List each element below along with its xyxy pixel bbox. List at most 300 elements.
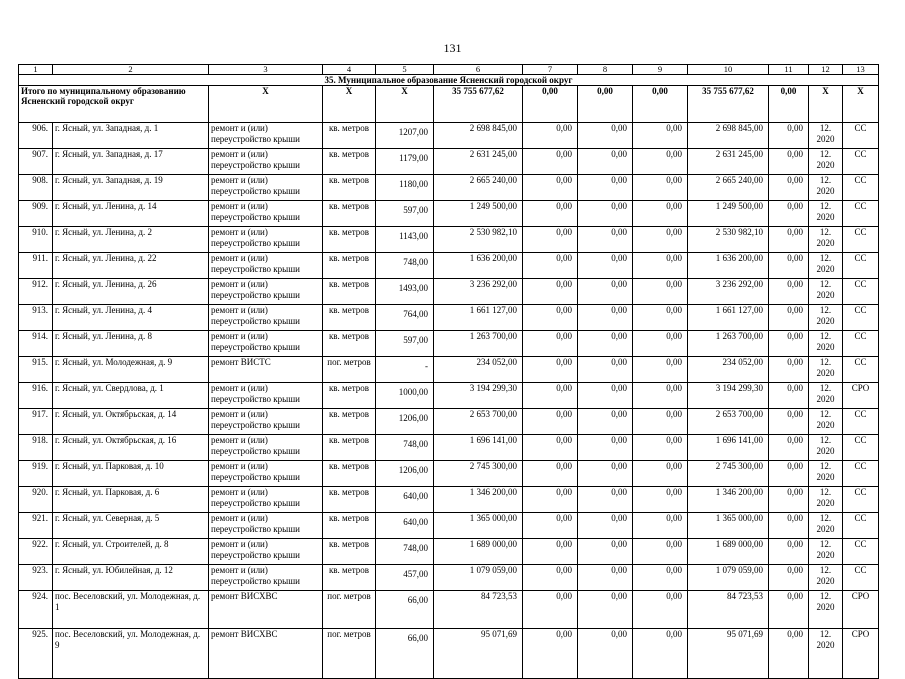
unit-cell: кв. метров (323, 201, 376, 227)
total-cost-cell: 1 661 127,00 (434, 305, 523, 331)
quantity-cell: 1493,00 (376, 279, 434, 305)
account-type-cell: СРО (843, 383, 879, 409)
total-cell: X (323, 86, 376, 123)
row-number: 920. (19, 487, 53, 513)
total-cost-cell: 1 365 000,00 (434, 513, 523, 539)
fund-cell: 0,00 (523, 629, 578, 679)
completion-term-cell: 12. 2020 (809, 629, 843, 679)
budget-cell: 0,00 (578, 227, 633, 253)
table-row (19, 487, 879, 513)
local-budget-cell: 0,00 (633, 279, 688, 305)
completion-term-cell: 12. 2020 (809, 253, 843, 279)
column-number: 2 (53, 65, 209, 75)
unit-cell: кв. метров (323, 305, 376, 331)
row-number: 914. (19, 331, 53, 357)
table-row (19, 461, 879, 487)
unit-cell: кв. метров (323, 409, 376, 435)
total-cell: 0,00 (523, 86, 578, 123)
quantity-cell: 640,00 (376, 513, 434, 539)
address-cell: г. Ясный, ул. Октябрьская, д. 14 (53, 409, 209, 435)
section-title: 35. Муниципальное образование Ясненский городской округ (19, 75, 879, 86)
owners-funds-cell: 1 696 141,00 (688, 435, 769, 461)
table-row (19, 227, 879, 253)
account-type-cell: СС (843, 253, 879, 279)
column-number: 5 (376, 65, 434, 75)
budget-cell: 0,00 (578, 409, 633, 435)
row-number: 924. (19, 591, 53, 629)
work-type-cell: ремонт и (или) переустройство крыши (209, 253, 323, 279)
table-row (19, 149, 879, 175)
other-funds-cell: 0,00 (769, 175, 809, 201)
total-cost-cell: 1 249 500,00 (434, 201, 523, 227)
unit-cell: кв. метров (323, 383, 376, 409)
total-cost-cell: 1 696 141,00 (434, 435, 523, 461)
other-funds-cell: 0,00 (769, 565, 809, 591)
address-cell: г. Ясный, ул. Северная, д. 5 (53, 513, 209, 539)
unit-cell: кв. метров (323, 487, 376, 513)
unit-cell: кв. метров (323, 513, 376, 539)
local-budget-cell: 0,00 (633, 487, 688, 513)
column-number: 3 (209, 65, 323, 75)
local-budget-cell: 0,00 (633, 227, 688, 253)
total-cost-cell: 2 631 245,00 (434, 149, 523, 175)
table-row (19, 565, 879, 591)
work-type-cell: ремонт и (или) переустройство крыши (209, 435, 323, 461)
owners-funds-cell: 3 236 292,00 (688, 279, 769, 305)
row-number: 906. (19, 123, 53, 149)
fund-cell: 0,00 (523, 123, 578, 149)
total-cost-cell: 95 071,69 (434, 629, 523, 679)
address-cell: г. Ясный, ул. Западная, д. 1 (53, 123, 209, 149)
local-budget-cell: 0,00 (633, 201, 688, 227)
address-cell: г. Ясный, ул. Ленина, д. 26 (53, 279, 209, 305)
total-cost-cell: 1 263 700,00 (434, 331, 523, 357)
quantity-cell: 764,00 (376, 305, 434, 331)
other-funds-cell: 0,00 (769, 149, 809, 175)
total-cost-cell: 2 665 240,00 (434, 175, 523, 201)
budget-cell: 0,00 (578, 279, 633, 305)
quantity-cell: 640,00 (376, 487, 434, 513)
completion-term-cell: 12. 2020 (809, 305, 843, 331)
completion-term-cell: 12. 2020 (809, 409, 843, 435)
unit-cell: кв. метров (323, 253, 376, 279)
quantity-cell: 457,00 (376, 565, 434, 591)
fund-cell: 0,00 (523, 331, 578, 357)
local-budget-cell: 0,00 (633, 409, 688, 435)
row-number: 910. (19, 227, 53, 253)
other-funds-cell: 0,00 (769, 629, 809, 679)
row-number: 921. (19, 513, 53, 539)
fund-cell: 0,00 (523, 175, 578, 201)
fund-cell: 0,00 (523, 461, 578, 487)
budget-cell: 0,00 (578, 149, 633, 175)
address-cell: г. Ясный, ул. Ленина, д. 2 (53, 227, 209, 253)
work-type-cell: ремонт ВИСТС (209, 357, 323, 383)
quantity-cell: 1000,00 (376, 383, 434, 409)
quantity-cell: 66,00 (376, 591, 434, 629)
column-number: 6 (434, 65, 523, 75)
fund-cell: 0,00 (523, 383, 578, 409)
row-number: 923. (19, 565, 53, 591)
total-cost-cell: 2 698 845,00 (434, 123, 523, 149)
account-type-cell: СРО (843, 591, 879, 629)
quantity-cell: 748,00 (376, 435, 434, 461)
address-cell: пос. Веселовский, ул. Молодежная, д. 1 (53, 591, 209, 629)
budget-cell: 0,00 (578, 123, 633, 149)
quantity-cell: 1179,00 (376, 149, 434, 175)
budget-cell: 0,00 (578, 591, 633, 629)
account-type-cell: СС (843, 539, 879, 565)
owners-funds-cell: 95 071,69 (688, 629, 769, 679)
owners-funds-cell: 1 079 059,00 (688, 565, 769, 591)
total-cost-cell: 2 745 300,00 (434, 461, 523, 487)
budget-cell: 0,00 (578, 565, 633, 591)
other-funds-cell: 0,00 (769, 357, 809, 383)
other-funds-cell: 0,00 (769, 201, 809, 227)
data-rows (19, 123, 879, 679)
completion-term-cell: 12. 2020 (809, 227, 843, 253)
unit-cell: кв. метров (323, 539, 376, 565)
total-cell: X (209, 86, 323, 123)
account-type-cell: СС (843, 435, 879, 461)
budget-cell: 0,00 (578, 539, 633, 565)
completion-term-cell: 12. 2020 (809, 461, 843, 487)
local-budget-cell: 0,00 (633, 461, 688, 487)
total-cost-cell: 1 689 000,00 (434, 539, 523, 565)
account-type-cell: СС (843, 227, 879, 253)
other-funds-cell: 0,00 (769, 279, 809, 305)
address-cell: г. Ясный, ул. Западная, д. 19 (53, 175, 209, 201)
owners-funds-cell: 1 263 700,00 (688, 331, 769, 357)
owners-funds-cell: 1 365 000,00 (688, 513, 769, 539)
address-cell: г. Ясный, ул. Ленина, д. 22 (53, 253, 209, 279)
work-type-cell: ремонт ВИСХВС (209, 591, 323, 629)
account-type-cell: СС (843, 565, 879, 591)
account-type-cell: СС (843, 123, 879, 149)
quantity-cell: 66,00 (376, 629, 434, 679)
row-number: 915. (19, 357, 53, 383)
owners-funds-cell: 234 052,00 (688, 357, 769, 383)
quantity-cell: 597,00 (376, 201, 434, 227)
page-number: 131 (443, 41, 462, 55)
unit-cell: кв. метров (323, 123, 376, 149)
completion-term-cell: 12. 2020 (809, 149, 843, 175)
table-row (19, 435, 879, 461)
local-budget-cell: 0,00 (633, 565, 688, 591)
row-number: 916. (19, 383, 53, 409)
fund-cell: 0,00 (523, 201, 578, 227)
account-type-cell: СС (843, 201, 879, 227)
local-budget-cell: 0,00 (633, 305, 688, 331)
address-cell: г. Ясный, ул. Молодежная, д. 9 (53, 357, 209, 383)
owners-funds-cell: 2 665 240,00 (688, 175, 769, 201)
completion-term-cell: 12. 2020 (809, 201, 843, 227)
column-number: 11 (769, 65, 809, 75)
other-funds-cell: 0,00 (769, 539, 809, 565)
column-number: 7 (523, 65, 578, 75)
column-number-row (19, 65, 879, 75)
owners-funds-cell: 1 636 200,00 (688, 253, 769, 279)
owners-funds-cell: 2 530 982,10 (688, 227, 769, 253)
account-type-cell: СС (843, 305, 879, 331)
other-funds-cell: 0,00 (769, 409, 809, 435)
account-type-cell: СС (843, 513, 879, 539)
fund-cell: 0,00 (523, 305, 578, 331)
completion-term-cell: 12. 2020 (809, 539, 843, 565)
quantity-cell: 1143,00 (376, 227, 434, 253)
completion-term-cell: 12. 2020 (809, 279, 843, 305)
local-budget-cell: 0,00 (633, 629, 688, 679)
other-funds-cell: 0,00 (769, 331, 809, 357)
total-cell: 35 755 677,62 (688, 86, 769, 123)
row-number: 918. (19, 435, 53, 461)
owners-funds-cell: 3 194 299,30 (688, 383, 769, 409)
column-number: 1 (19, 65, 53, 75)
other-funds-cell: 0,00 (769, 461, 809, 487)
total-cost-cell: 1 079 059,00 (434, 565, 523, 591)
work-type-cell: ремонт ВИСХВС (209, 629, 323, 679)
other-funds-cell: 0,00 (769, 383, 809, 409)
total-row (19, 86, 879, 123)
account-type-cell: СС (843, 357, 879, 383)
table-row (19, 279, 879, 305)
table-row (19, 253, 879, 279)
address-cell: г. Ясный, ул. Парковая, д. 6 (53, 487, 209, 513)
other-funds-cell: 0,00 (769, 305, 809, 331)
address-cell: г. Ясный, ул. Октябрьская, д. 16 (53, 435, 209, 461)
address-cell: г. Ясный, ул. Строителей, д. 8 (53, 539, 209, 565)
budget-cell: 0,00 (578, 357, 633, 383)
unit-cell: кв. метров (323, 175, 376, 201)
work-type-cell: ремонт и (или) переустройство крыши (209, 461, 323, 487)
owners-funds-cell: 1 249 500,00 (688, 201, 769, 227)
local-budget-cell: 0,00 (633, 539, 688, 565)
total-cost-cell: 84 723,53 (434, 591, 523, 629)
table-row (19, 383, 879, 409)
other-funds-cell: 0,00 (769, 253, 809, 279)
table-row (19, 331, 879, 357)
fund-cell: 0,00 (523, 539, 578, 565)
total-cost-cell: 3 194 299,30 (434, 383, 523, 409)
work-type-cell: ремонт и (или) переустройство крыши (209, 305, 323, 331)
row-number: 917. (19, 409, 53, 435)
other-funds-cell: 0,00 (769, 591, 809, 629)
total-cost-cell: 3 236 292,00 (434, 279, 523, 305)
local-budget-cell: 0,00 (633, 331, 688, 357)
row-number: 919. (19, 461, 53, 487)
work-type-cell: ремонт и (или) переустройство крыши (209, 123, 323, 149)
total-cell: 0,00 (578, 86, 633, 123)
completion-term-cell: 12. 2020 (809, 357, 843, 383)
work-type-cell: ремонт и (или) переустройство крыши (209, 383, 323, 409)
other-funds-cell: 0,00 (769, 227, 809, 253)
fund-cell: 0,00 (523, 357, 578, 383)
work-type-cell: ремонт и (или) переустройство крыши (209, 487, 323, 513)
other-funds-cell: 0,00 (769, 513, 809, 539)
work-type-cell: ремонт и (или) переустройство крыши (209, 539, 323, 565)
unit-cell: кв. метров (323, 565, 376, 591)
total-cell: 0,00 (633, 86, 688, 123)
fund-cell: 0,00 (523, 513, 578, 539)
column-number: 13 (843, 65, 879, 75)
unit-cell: кв. метров (323, 227, 376, 253)
quantity-cell: 1207,00 (376, 123, 434, 149)
owners-funds-cell: 2 631 245,00 (688, 149, 769, 175)
owners-funds-cell: 1 346 200,00 (688, 487, 769, 513)
budget-cell: 0,00 (578, 305, 633, 331)
address-cell: г. Ясный, ул. Свердлова, д. 1 (53, 383, 209, 409)
fund-cell: 0,00 (523, 253, 578, 279)
unit-cell: кв. метров (323, 461, 376, 487)
local-budget-cell: 0,00 (633, 357, 688, 383)
budget-cell: 0,00 (578, 487, 633, 513)
column-number: 10 (688, 65, 769, 75)
work-type-cell: ремонт и (или) переустройство крыши (209, 513, 323, 539)
owners-funds-cell: 1 661 127,00 (688, 305, 769, 331)
total-label: Итого по муниципальному образованию Ясненский городской округ (19, 86, 209, 123)
local-budget-cell: 0,00 (633, 435, 688, 461)
quantity-cell: - (376, 357, 434, 383)
completion-term-cell: 12. 2020 (809, 175, 843, 201)
work-type-cell: ремонт и (или) переустройство крыши (209, 201, 323, 227)
fund-cell: 0,00 (523, 149, 578, 175)
account-type-cell: СРО (843, 629, 879, 679)
fund-cell: 0,00 (523, 279, 578, 305)
completion-term-cell: 12. 2020 (809, 383, 843, 409)
total-cost-cell: 2 530 982,10 (434, 227, 523, 253)
owners-funds-cell: 2 653 700,00 (688, 409, 769, 435)
column-number: 9 (633, 65, 688, 75)
total-cell: X (809, 86, 843, 123)
account-type-cell: СС (843, 149, 879, 175)
account-type-cell: СС (843, 487, 879, 513)
account-type-cell: СС (843, 461, 879, 487)
local-budget-cell: 0,00 (633, 123, 688, 149)
fund-cell: 0,00 (523, 409, 578, 435)
local-budget-cell: 0,00 (633, 175, 688, 201)
section-title-row (19, 75, 879, 86)
budget-cell: 0,00 (578, 461, 633, 487)
table-row (19, 305, 879, 331)
work-type-cell: ремонт и (или) переустройство крыши (209, 331, 323, 357)
table-row (19, 201, 879, 227)
table-row (19, 591, 879, 629)
work-type-cell: ремонт и (или) переустройство крыши (209, 175, 323, 201)
other-funds-cell: 0,00 (769, 435, 809, 461)
local-budget-cell: 0,00 (633, 383, 688, 409)
quantity-cell: 1206,00 (376, 461, 434, 487)
quantity-cell: 1180,00 (376, 175, 434, 201)
total-cell: 35 755 677,62 (434, 86, 523, 123)
budget-cell: 0,00 (578, 513, 633, 539)
total-cost-cell: 2 653 700,00 (434, 409, 523, 435)
row-number: 911. (19, 253, 53, 279)
owners-funds-cell: 2 745 300,00 (688, 461, 769, 487)
unit-cell: кв. метров (323, 279, 376, 305)
completion-term-cell: 12. 2020 (809, 591, 843, 629)
owners-funds-cell: 2 698 845,00 (688, 123, 769, 149)
table-row (19, 409, 879, 435)
address-cell: пос. Веселовский, ул. Молодежная, д. 9 (53, 629, 209, 679)
row-number: 908. (19, 175, 53, 201)
total-cell: X (843, 86, 879, 123)
budget-cell: 0,00 (578, 435, 633, 461)
fund-cell: 0,00 (523, 227, 578, 253)
total-cost-cell: 1 636 200,00 (434, 253, 523, 279)
fund-cell: 0,00 (523, 591, 578, 629)
table-row (19, 513, 879, 539)
address-cell: г. Ясный, ул. Ленина, д. 8 (53, 331, 209, 357)
address-cell: г. Ясный, ул. Юбилейная, д. 12 (53, 565, 209, 591)
other-funds-cell: 0,00 (769, 487, 809, 513)
address-cell: г. Ясный, ул. Ленина, д. 14 (53, 201, 209, 227)
unit-cell: кв. метров (323, 435, 376, 461)
total-cost-cell: 1 346 200,00 (434, 487, 523, 513)
budget-cell: 0,00 (578, 253, 633, 279)
completion-term-cell: 12. 2020 (809, 565, 843, 591)
work-type-cell: ремонт и (или) переустройство крыши (209, 149, 323, 175)
table-row (19, 175, 879, 201)
row-number: 913. (19, 305, 53, 331)
local-budget-cell: 0,00 (633, 149, 688, 175)
column-number: 8 (578, 65, 633, 75)
work-type-cell: ремонт и (или) переустройство крыши (209, 227, 323, 253)
fund-cell: 0,00 (523, 435, 578, 461)
unit-cell: кв. метров (323, 331, 376, 357)
unit-cell: пог. метров (323, 591, 376, 629)
account-type-cell: СС (843, 409, 879, 435)
budget-cell: 0,00 (578, 175, 633, 201)
completion-term-cell: 12. 2020 (809, 123, 843, 149)
work-type-cell: ремонт и (или) переустройство крыши (209, 409, 323, 435)
total-cell: 0,00 (769, 86, 809, 123)
row-number: 925. (19, 629, 53, 679)
table-row (19, 357, 879, 383)
work-type-cell: ремонт и (или) переустройство крыши (209, 565, 323, 591)
fund-cell: 0,00 (523, 487, 578, 513)
completion-term-cell: 12. 2020 (809, 513, 843, 539)
fund-cell: 0,00 (523, 565, 578, 591)
budget-cell: 0,00 (578, 383, 633, 409)
owners-funds-cell: 84 723,53 (688, 591, 769, 629)
unit-cell: кв. метров (323, 149, 376, 175)
table-row (19, 123, 879, 149)
local-budget-cell: 0,00 (633, 513, 688, 539)
total-cell: X (376, 86, 434, 123)
row-number: 922. (19, 539, 53, 565)
local-budget-cell: 0,00 (633, 591, 688, 629)
work-type-cell: ремонт и (или) переустройство крыши (209, 279, 323, 305)
address-cell: г. Ясный, ул. Западная, д. 17 (53, 149, 209, 175)
address-cell: г. Ясный, ул. Ленина, д. 4 (53, 305, 209, 331)
local-budget-cell: 0,00 (633, 253, 688, 279)
other-funds-cell: 0,00 (769, 123, 809, 149)
account-type-cell: СС (843, 175, 879, 201)
quantity-cell: 748,00 (376, 539, 434, 565)
account-type-cell: СС (843, 279, 879, 305)
owners-funds-cell: 1 689 000,00 (688, 539, 769, 565)
quantity-cell: 748,00 (376, 253, 434, 279)
completion-term-cell: 12. 2020 (809, 331, 843, 357)
unit-cell: пог. метров (323, 357, 376, 383)
row-number: 907. (19, 149, 53, 175)
budget-cell: 0,00 (578, 201, 633, 227)
address-cell: г. Ясный, ул. Парковая, д. 10 (53, 461, 209, 487)
account-type-cell: СС (843, 331, 879, 357)
budget-cell: 0,00 (578, 629, 633, 679)
table-row (19, 539, 879, 565)
completion-term-cell: 12. 2020 (809, 487, 843, 513)
